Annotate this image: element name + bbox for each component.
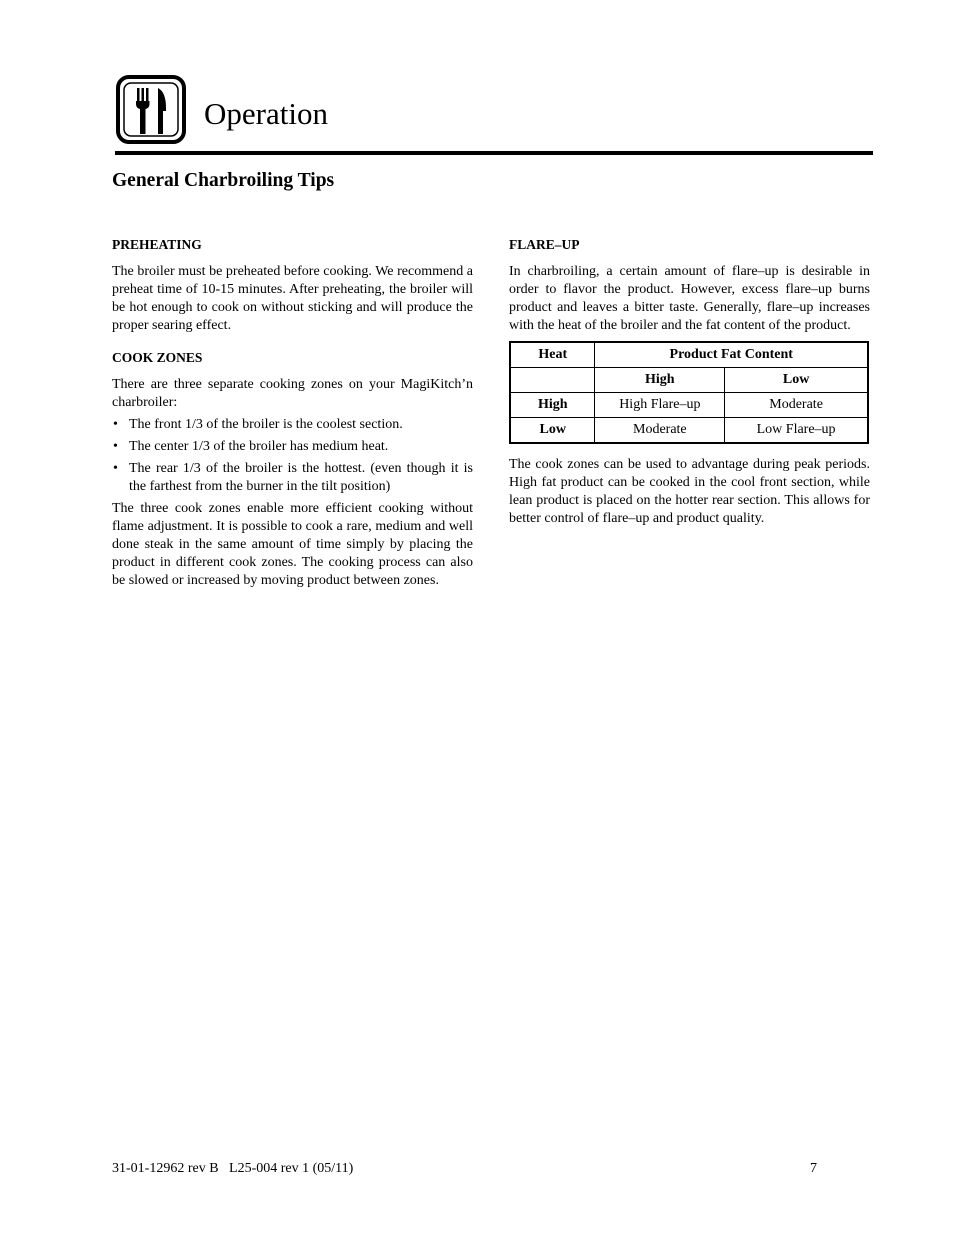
document-reference: 31-01-12962 rev B L25-004 rev 1 (05/11) — [112, 1161, 354, 1176]
header-cell-heat: Heat — [510, 342, 595, 368]
list-item: • The rear 1/3 of the broiler is the hottest. (even though it is the farthest from the burner in the tilt position) — [113, 461, 473, 494]
empty-cell — [510, 368, 595, 393]
row-label: Low — [510, 418, 595, 444]
table-cell: Low Flare–up — [725, 418, 868, 444]
cook-zones-intro: There are three separate cooking zones on your MagiKitch’n charbroiler: — [112, 377, 473, 410]
cook-zones-list — [112, 416, 473, 496]
fork-knife-icon — [115, 74, 187, 145]
table-cell: Moderate — [595, 418, 725, 444]
list-item: • The center 1/3 of the broiler has medium heat. — [113, 439, 389, 454]
table-header-row — [510, 342, 868, 368]
bullet-icon: • — [113, 439, 118, 454]
flare-up-text: In charbroiling, a certain amount of flare–up is desirable in order to flavor the product. However, excess flare–up burns product and leaves a bitter taste. Generally, flare–up increases with the heat of the broiler and the fat content of the product. — [509, 264, 870, 333]
flare-up-heading: FLARE–UP — [509, 237, 580, 252]
list-item: • The front 1/3 of the broiler is the coolest section. — [113, 417, 403, 432]
subheader-cell-low: Low — [725, 368, 868, 393]
flare-up-closing: The cook zones can be used to advantage during peak periods. High fat product can be cooked in the cool front section, while lean product is placed on the hotter rear section. This allows for better control of flare–up and product quality. — [509, 457, 870, 526]
table-cell: Moderate — [725, 393, 868, 418]
bullet-icon: • — [113, 461, 118, 476]
table-row — [510, 393, 868, 418]
header-divider — [115, 151, 873, 155]
bullet-icon: • — [113, 417, 118, 432]
table-subheader-row — [510, 368, 868, 393]
preheating-text: The broiler must be preheated before cooking. We recommend a preheat time of 10-15 minutes. After preheating, the broiler will be hot enough to cook on without sticking and will produce the proper searing effect. — [112, 264, 473, 333]
subheader-cell-high: High — [595, 368, 725, 393]
table-cell: High Flare–up — [595, 393, 725, 418]
cook-zones-closing: The three cook zones enable more efficient cooking without flame adjustment. It is possible to cook a rare, medium and well done steak in the same amount of time simply by placing the product in different cook zones. The cooking process can also be slowed or increased by moving product between zones. — [112, 501, 473, 588]
cook-zones-heading: COOK ZONES — [112, 350, 203, 365]
section-title: General Charbroiling Tips — [112, 170, 335, 191]
table-row — [510, 418, 868, 444]
page-number: 7 — [810, 1161, 817, 1176]
page-title: Operation — [204, 96, 328, 131]
row-label: High — [510, 393, 595, 418]
right-column — [509, 236, 870, 528]
header-cell-fat-content: Product Fat Content — [595, 342, 868, 368]
flare-up-table — [509, 341, 869, 444]
left-column — [112, 236, 473, 590]
preheating-heading: PREHEATING — [112, 237, 202, 252]
